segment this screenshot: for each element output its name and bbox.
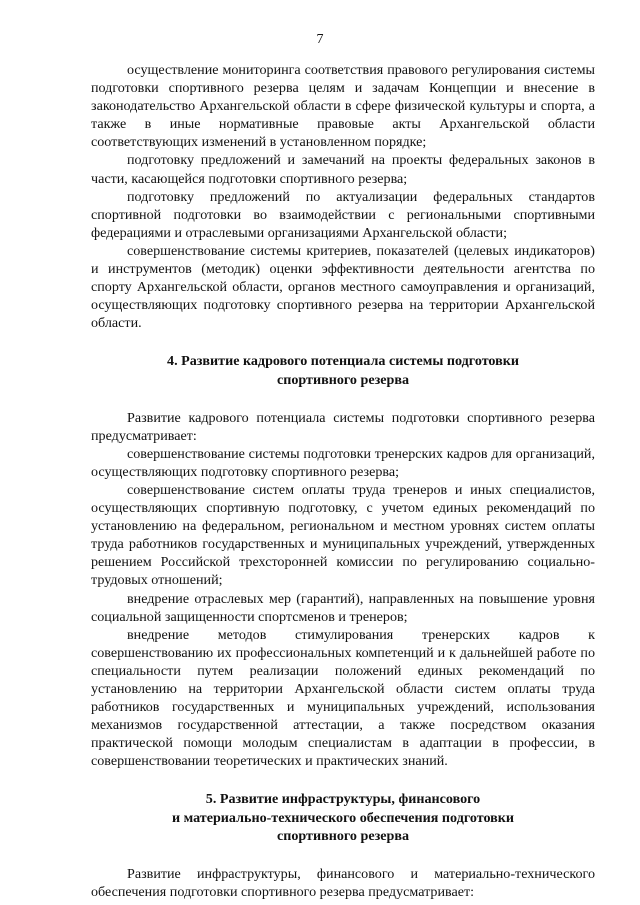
section-5-heading-line: спортивного резерва: [276, 827, 410, 844]
section-4-heading-line: спортивного резерва: [276, 371, 410, 388]
section-4-heading-line: 4. Развитие кадрового потенциала системы подготовки: [167, 353, 519, 370]
page-number: 7: [316, 32, 324, 47]
intro-paragraph: подготовку предложений по актуализации федеральных стандартов спортивной подготовки во взаимодействии с региональными спортивными федерациями и отраслевыми организациями Архангельской области;: [91, 188, 595, 241]
intro-paragraph: совершенствование системы критериев, показателей (целевых индикаторов) и инструментов (методик) оценки эффективности деятельности агентства по спорту Архангельской области, органов местного самоуправления и организаций, осуществляющих подготовку спортивного резерва на территории Архангельской области.: [91, 242, 595, 332]
section-4-paragraph: внедрение методов стимулирования тренерских кадров к совершенствованию их профессиональных компетенций и к дальнейшей работе по специальности путем реализации положений единых рекомендаций по установлению на территории Архангельской области систем оплаты труда работников государственных и муниципальных учреждений, использования механизмов государственной аттестации, а также посредством оказания практической помощи молодым специалистам в адаптации в профессии, в совершенствовании теоретических и практических знаний.: [91, 626, 595, 770]
section-4-paragraph: совершенствование системы подготовки тренерских кадров для организаций, осуществляющих подготовку спортивного резерва;: [91, 445, 595, 480]
section-4-paragraph: внедрение отраслевых мер (гарантий), направленных на повышение уровня социальной защищенности спортсменов и тренеров;: [91, 590, 595, 625]
intro-paragraph: осуществление мониторинга соответствия правового регулирования системы подготовки спортивного резерва целям и задачам Концепции и внесение в законодательство Архангельской области в сфере физической культуры и спорта, а также в иные нормативные правовые акты Архангельской области соответствующих изменений в установленном порядке;: [91, 62, 595, 151]
section-4-paragraph: совершенствование систем оплаты труда тренеров и иных специалистов, осуществляющих спортивную подготовку, с учетом единых рекомендаций по установлению на федеральном, региональном и местном уровнях систем оплаты труда работников государственных и муниципальных учреждений, утвержденных решением Российской трехсторонней комиссии по регулированию социально-трудовых отношений;: [91, 481, 595, 589]
intro-paragraph: подготовку предложений и замечаний на проекты федеральных законов в части, касающейся подготовки спортивного резерва;: [91, 152, 595, 187]
section-5-paragraph: Развитие инфраструктуры, финансового и материально-технического обеспечения подготовки спортивного резерва предусматривает:: [91, 865, 595, 900]
section-5-heading-line: и материально-технического обеспечения подготовки: [171, 809, 515, 826]
section-4-paragraph: Развитие кадрового потенциала системы подготовки спортивного резерва предусматривает:: [91, 409, 595, 444]
document-body: [91, 61, 595, 901]
section-4-heading: [91, 352, 595, 388]
section-5-heading: [91, 790, 595, 844]
section-5-heading-line: 5. Развитие инфраструктуры, финансового: [205, 791, 481, 808]
